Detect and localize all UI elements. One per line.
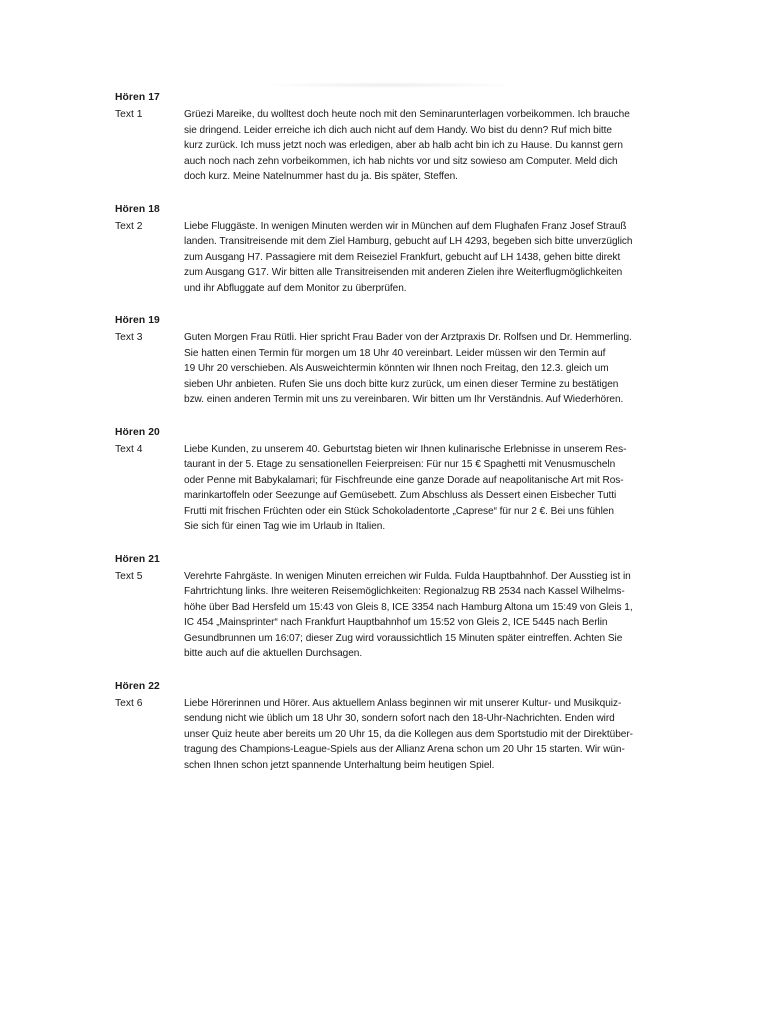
- section-row: [115, 569, 645, 662]
- section-hoeren-22: [115, 679, 645, 774]
- text-line: zum Ausgang G17. Wir bitten alle Transitreisenden mit anderen Zielen ihre Weiterflugmöglichkeiten: [184, 267, 623, 278]
- text-label: Text 5: [115, 570, 143, 582]
- section-heading: Hören 17: [115, 92, 160, 103]
- transcript-text: [184, 219, 640, 297]
- transcript-text: [184, 107, 640, 185]
- text-line: landen. Transitreisende mit dem Ziel Hamburg, gebucht auf LH 4293, begeben sich bitte unverzüglich: [184, 236, 633, 247]
- text-line: sieben Uhr anbieten. Rufen Sie uns doch bitte kurz zurück, um einen dieser Termine zu bestätigen: [184, 378, 619, 390]
- section-row: [115, 696, 645, 774]
- transcript-text: [184, 442, 640, 535]
- transcript-text: [184, 330, 640, 408]
- text-label: Text 1: [115, 109, 143, 120]
- text-label: Text 3: [115, 332, 143, 343]
- transcript-text: [184, 569, 640, 662]
- text-line: Sie hatten einen Termin für morgen um 18 Uhr 40 vereinbart. Leider müssen wir den Termin auf: [184, 347, 606, 359]
- section-heading: Hören 21: [115, 553, 160, 565]
- section-heading: Hören 22: [115, 680, 160, 692]
- text-line: Grüezi Mareike, du wolltest doch heute noch mit den Seminarunterlagen vorbeikommen. Ich brauche: [184, 109, 630, 120]
- text-line: sie dringend. Leider erreiche ich dich auch nicht auf dem Handy. Wo bist du denn? Ruf mich bitte: [184, 124, 612, 136]
- transcript-page: [115, 90, 645, 790]
- text-label: Text 6: [115, 697, 143, 709]
- text-line: sendung nicht wie üblich um 18 Uhr 30, sondern sofort nach den 18-Uhr-Nachrichten. Enden wird: [184, 713, 615, 724]
- text-line: bitte auch auf die aktuellen Durchsagen.: [184, 648, 363, 659]
- text-line: auch noch nach zehn vorbeikommen, ich hab nichts vor und sitz sowieso am Computer. Meld dich: [184, 155, 618, 167]
- text-line: IC 454 „Mainsprinter“ nach Frankfurt Hauptbahnhof um 15:52 von Gleis 2, ICE 5445 nach Berlin: [184, 617, 608, 628]
- section-hoeren-19: [115, 313, 645, 408]
- page-top-shadow: [258, 82, 520, 88]
- section-heading: Hören 20: [115, 426, 160, 438]
- text-line: bzw. einen anderen Termin mit uns zu vereinbaren. Wir bitten um Ihr Verständnis. Auf Wiederhören.: [184, 394, 624, 405]
- text-line: oder Penne mit Babykalamari; für Fischfreunde eine ganze Dorade auf neapolitanische Art mit Ros-: [184, 474, 624, 486]
- text-line: Fahrtrichtung links. Ihre weiteren Reisemöglichkeiten: Regionalzug RB 2534 nach Kassel Wilhelms-: [184, 586, 625, 597]
- section-heading: Hören 19: [115, 315, 160, 326]
- section-row: [115, 442, 645, 535]
- section-row: [115, 107, 645, 185]
- text-line: zum Ausgang H7. Passagiere mit dem Reiseziel Frankfurt, gebucht auf LH 1438, gehen bitte direkt: [184, 251, 621, 263]
- text-line: marinkartoffeln oder Seezunge auf Gemüsebett. Zum Abschluss als Dessert einen Eisbecher Tutti: [184, 490, 617, 501]
- text-line: schen Ihnen schon jetzt spannende Unterhaltung beim heutigen Spiel.: [184, 759, 495, 771]
- text-line: kurz zurück. Ich muss jetzt noch was erledigen, aber ab halb acht bin ich zu Hause. Du kannst gern: [184, 140, 623, 151]
- text-line: taurant in der 5. Etage zu sensationellen Feierpreisen: Für nur 15 € Spaghetti mit Venusmuscheln: [184, 459, 616, 470]
- text-line: höhe über Bad Hersfeld um 15:43 von Gleis 8, ICE 3354 nach Hamburg Altona um 15:49 von Gleis 1,: [184, 601, 633, 613]
- section-hoeren-17: [115, 90, 645, 185]
- text-line: tragung des Champions-League-Spiels aus der Allianz Arena schon um 20 Uhr 15 starten. Wir wün-: [184, 744, 625, 755]
- text-line: Verehrte Fahrgäste. In wenigen Minuten erreichen wir Fulda. Fulda Hauptbahnhof. Der Ausstieg ist in: [184, 570, 631, 582]
- text-label: Text 4: [115, 443, 143, 455]
- section-hoeren-18: [115, 202, 645, 297]
- section-row: [115, 330, 645, 408]
- section-heading: Hören 18: [115, 203, 160, 215]
- text-line: 19 Uhr 20 verschieben. Als Ausweichtermin könnten wir Ihnen noch Freitag, den 12.3. gleich um: [184, 363, 609, 374]
- text-label: Text 2: [115, 220, 143, 232]
- text-line: Gesundbrunnen um 16:07; dieser Zug wird voraussichtlich 15 Minuten später eintreffen. Achten Sie: [184, 632, 623, 644]
- text-line: Guten Morgen Frau Rütli. Hier spricht Frau Bader von der Arztpraxis Dr. Rolfsen und Dr. Hemmerling.: [184, 332, 632, 343]
- text-line: Liebe Kunden, zu unserem 40. Geburtstag bieten wir Ihnen kulinarische Erlebnisse in unserem Res-: [184, 443, 627, 455]
- transcript-text: [184, 696, 640, 774]
- text-line: Liebe Hörerinnen und Hörer. Aus aktuellem Anlass beginnen wir mit unserer Kultur- und Musikquiz-: [184, 697, 622, 709]
- text-line: Liebe Fluggäste. In wenigen Minuten werden wir in München auf dem Flughafen Franz Josef Strauß: [184, 220, 627, 232]
- text-line: Frutti mit frischen Früchten oder ein Stück Schokoladentorte „Caprese“ für nur 2 €. Bei uns fühlen: [184, 505, 614, 517]
- section-hoeren-20: [115, 425, 645, 535]
- section-hoeren-21: [115, 552, 645, 662]
- text-line: unser Quiz heute aber bereits um 20 Uhr 15, da die Kollegen aus dem Sportstudio mit der Direktüber-: [184, 728, 633, 740]
- section-row: [115, 219, 645, 297]
- text-line: und ihr Abfluggate auf dem Monitor zu überprüfen.: [184, 282, 407, 294]
- text-line: doch kurz. Meine Natelnummer hast du ja. Bis später, Steffen.: [184, 171, 458, 182]
- text-line: Sie sich für einen Tag wie im Urlaub in Italien.: [184, 521, 386, 532]
